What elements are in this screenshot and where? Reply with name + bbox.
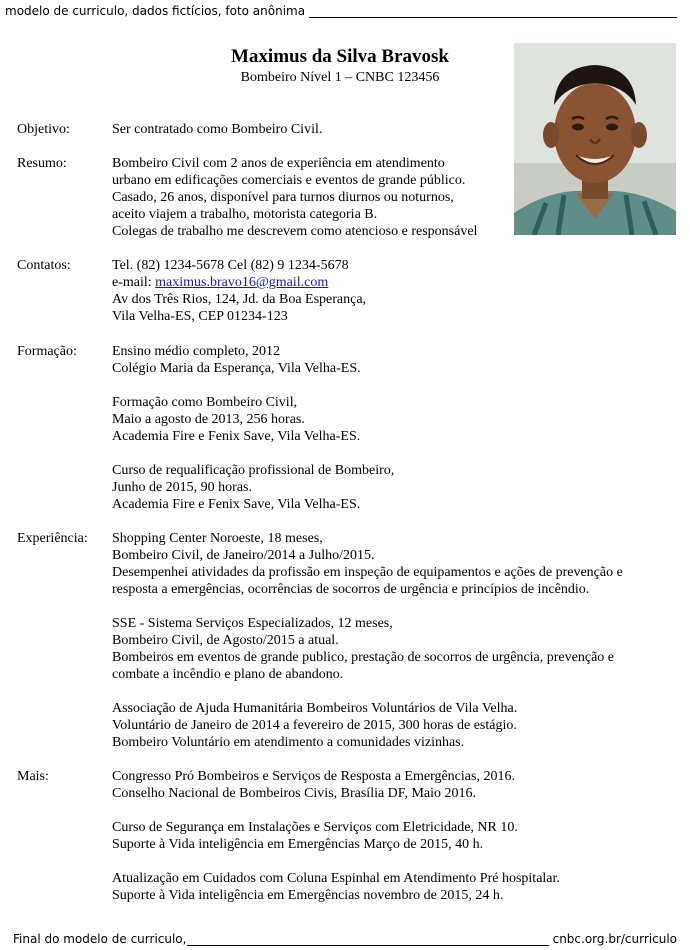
formacao-line: Academia Fire e Fenix Save, Vila Velha-ES.	[112, 497, 361, 512]
email-prefix: e-mail:	[112, 275, 156, 290]
experiencia-line: Bombeiros em eventos de grande publico, prestação de socorros de urgência, prevenção e	[112, 650, 614, 665]
portrait-photo-icon	[514, 43, 676, 235]
resume-header	[160, 46, 520, 87]
label-objetivo: Objetivo:	[17, 122, 70, 137]
experiencia-line: Desempenhei atividades da profissão em inspeção de equipamentos e ações de prevenção e	[112, 565, 623, 580]
footer-link-text[interactable]: cnbc.org.br/curriculo	[552, 932, 677, 946]
formacao-line: Maio a agosto de 2013, 256 horas.	[112, 412, 305, 427]
mais-line: Congresso Pró Bombeiros e Serviços de Resposta a Emergências, 2016.	[112, 769, 515, 784]
experiencia-line: Bombeiro Civil, de Agosto/2015 a atual.	[112, 633, 339, 648]
experiencia-line: Bombeiro Civil, de Janeiro/2014 a Julho/2015.	[112, 548, 375, 563]
resumo-line: Colegas de trabalho me descrevem como atencioso e responsável	[112, 224, 478, 239]
top-caption: modelo de curriculo, dados fictícios, foto anônima	[5, 4, 306, 18]
mais-content	[112, 768, 677, 904]
experiencia-line: Voluntário de Janeiro de 2014 a fevereiro de 2015, 300 horas de estágio.	[112, 718, 517, 733]
experiencia-line: Bombeiro Voluntário em atendimento a comunidades vizinhas.	[112, 735, 465, 750]
formacao-line: Ensino médio completo, 2012	[112, 344, 280, 359]
label-contatos: Contatos:	[17, 258, 71, 273]
section-resumo	[17, 155, 507, 240]
section-formacao	[17, 343, 677, 513]
top-caption-bar	[5, 4, 677, 18]
section-mais	[17, 768, 677, 904]
section-experiencia	[17, 530, 677, 751]
contato-phone: Tel. (82) 1234-5678 Cel (82) 9 1234-5678	[112, 258, 349, 273]
footer-bar	[13, 932, 677, 946]
footer-left-text: Final do modelo de curriculo,	[13, 932, 187, 946]
objetivo-content	[112, 121, 677, 138]
experiencia-line: Shopping Center Noroeste, 18 meses,	[112, 531, 323, 546]
formacao-line: Formação como Bombeiro Civil,	[112, 395, 298, 410]
experiencia-line: combate a incêndio e plano de abandono.	[112, 667, 344, 682]
contatos-content	[112, 257, 677, 325]
mais-line: Curso de Segurança em Instalações e Serviços com Eletricidade, NR 10.	[112, 820, 518, 835]
formacao-line: Curso de requalificação profissional de Bombeiro,	[112, 463, 395, 478]
resumo-line: Casado, 26 anos, disponível para turnos diurnos ou noturnos,	[112, 190, 454, 205]
formacao-line: Colégio Maria da Esperança, Vila Velha-ES.	[112, 361, 361, 376]
top-caption-line	[309, 6, 677, 18]
resumo-line: Bombeiro Civil com 2 anos de experiência em atendimento	[112, 156, 445, 171]
mais-line: Conselho Nacional de Bombeiros Civis, Brasília DF, Maio 2016.	[112, 786, 477, 801]
portrait-photo-svg	[514, 43, 676, 235]
section-objetivo	[17, 121, 677, 138]
candidate-subtitle: Bombeiro Nível 1 – CNBC 123456	[240, 70, 440, 85]
experiencia-line: resposta a emergências, ocorrências de socorros de urgência e princípios de incêndio.	[112, 582, 590, 597]
formacao-line: Academia Fire e Fenix Save, Vila Velha-ES.	[112, 429, 361, 444]
label-formacao: Formação:	[17, 344, 77, 359]
footer-line	[187, 934, 548, 946]
resumo-content	[112, 155, 507, 240]
resumo-line: aceito viajem a trabalho, motorista categoria B.	[112, 207, 378, 222]
objetivo-text: Ser contratado como Bombeiro Civil.	[112, 122, 323, 137]
contato-email-row	[112, 274, 677, 291]
resumo-line: urbano em edificações comerciais e eventos de grande público.	[112, 173, 466, 188]
section-contatos	[17, 257, 677, 325]
formacao-line: Junho de 2015, 90 horas.	[112, 480, 252, 495]
contato-address: Av dos Três Rios, 124, Jd. da Boa Esperança,	[112, 292, 367, 307]
mais-line: Suporte à Vida inteligência em Emergências novembro de 2015, 24 h.	[112, 888, 504, 903]
experiencia-line: Associação de Ajuda Humanitária Bombeiros Voluntários de Vila Velha.	[112, 701, 518, 716]
formacao-content	[112, 343, 677, 513]
email-link[interactable]: maximus.bravo16@gmail.com	[155, 275, 329, 290]
contato-address: Vila Velha-ES, CEP 01234-123	[112, 309, 288, 324]
experiencia-content	[112, 530, 677, 751]
label-experiencia: Experiência:	[17, 531, 88, 546]
mais-line: Atualização em Cuidados com Coluna Espinhal em Atendimento Pré hospitalar.	[112, 871, 560, 886]
candidate-name: Maximus da Silva Bravosk	[230, 46, 449, 67]
label-resumo: Resumo:	[17, 156, 67, 171]
label-mais: Mais:	[17, 769, 49, 784]
mais-line: Suporte à Vida inteligência em Emergências Março de 2015, 40 h.	[112, 837, 484, 852]
experiencia-line: SSE - Sistema Serviços Especializados, 12 meses,	[112, 616, 393, 631]
